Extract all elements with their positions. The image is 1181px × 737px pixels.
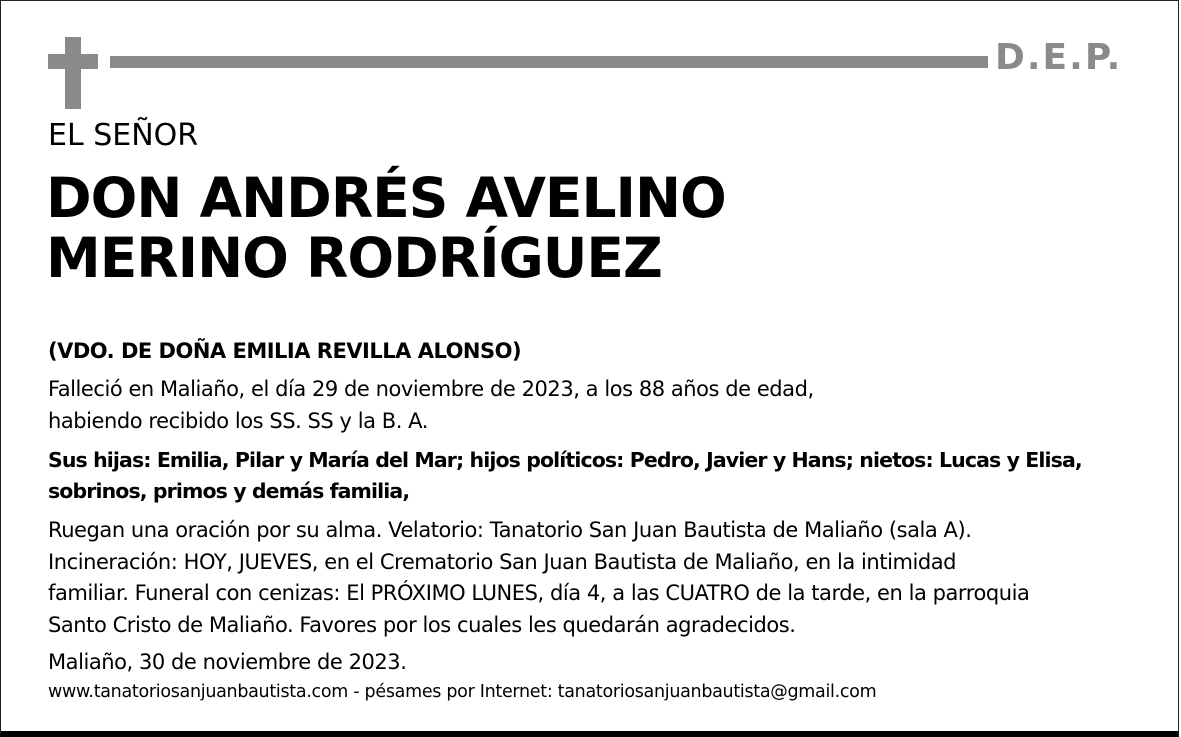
widow-of-line: (VDO. DE DOÑA EMILIA REVILLA ALONSO) bbox=[48, 339, 522, 363]
service-line: Incineración: HOY, JUEVES, en el Crematorio San Juan Bautista de Maliaño, en la intimidad bbox=[48, 549, 957, 574]
web-contact-line: www.tanatoriosanjuanbautista.com - pésames por Internet: tanatoriosanjuanbautista@gmail.com bbox=[48, 682, 877, 702]
service-line: Ruegan una oración por su alma. Velatorio: Tanatorio San Juan Bautista de Maliaño (sala A). bbox=[48, 518, 972, 542]
death-paragraph bbox=[48, 374, 814, 437]
service-line: Santo Cristo de Maliaño. Favores por los cuales les quedarán agradecidos. bbox=[48, 612, 796, 637]
family-paragraph bbox=[48, 445, 1082, 507]
header-rule bbox=[110, 56, 988, 68]
service-paragraph bbox=[48, 515, 1029, 641]
dep-label: D.E.P. bbox=[995, 37, 1123, 78]
name-line-2: MERINO RODRÍGUEZ bbox=[46, 226, 662, 290]
pre-title: EL SEÑOR bbox=[48, 118, 199, 153]
cross-icon bbox=[48, 37, 98, 109]
deceased-name bbox=[46, 168, 726, 288]
family-line: sobrinos, primos y demás familia, bbox=[48, 479, 410, 503]
family-line: Sus hijas: Emilia, Pilar y María del Mar; hijos políticos: Pedro, Javier y Hans; nietos: Lucas y Elisa, bbox=[48, 448, 1082, 472]
place-date: Maliaño, 30 de noviembre de 2023. bbox=[48, 650, 407, 674]
death-line: Falleció en Maliaño, el día 29 de noviembre de 2023, a los 88 años de edad, bbox=[48, 377, 814, 401]
name-line-1: DON ANDRÉS AVELINO bbox=[46, 166, 726, 230]
death-line: habiendo recibido los SS. SS y la B. A. bbox=[48, 408, 428, 433]
service-line: familiar. Funeral con cenizas: El PRÓXIMO LUNES, día 4, a las CUATRO de la tarde, en la parroquia bbox=[48, 581, 1030, 605]
